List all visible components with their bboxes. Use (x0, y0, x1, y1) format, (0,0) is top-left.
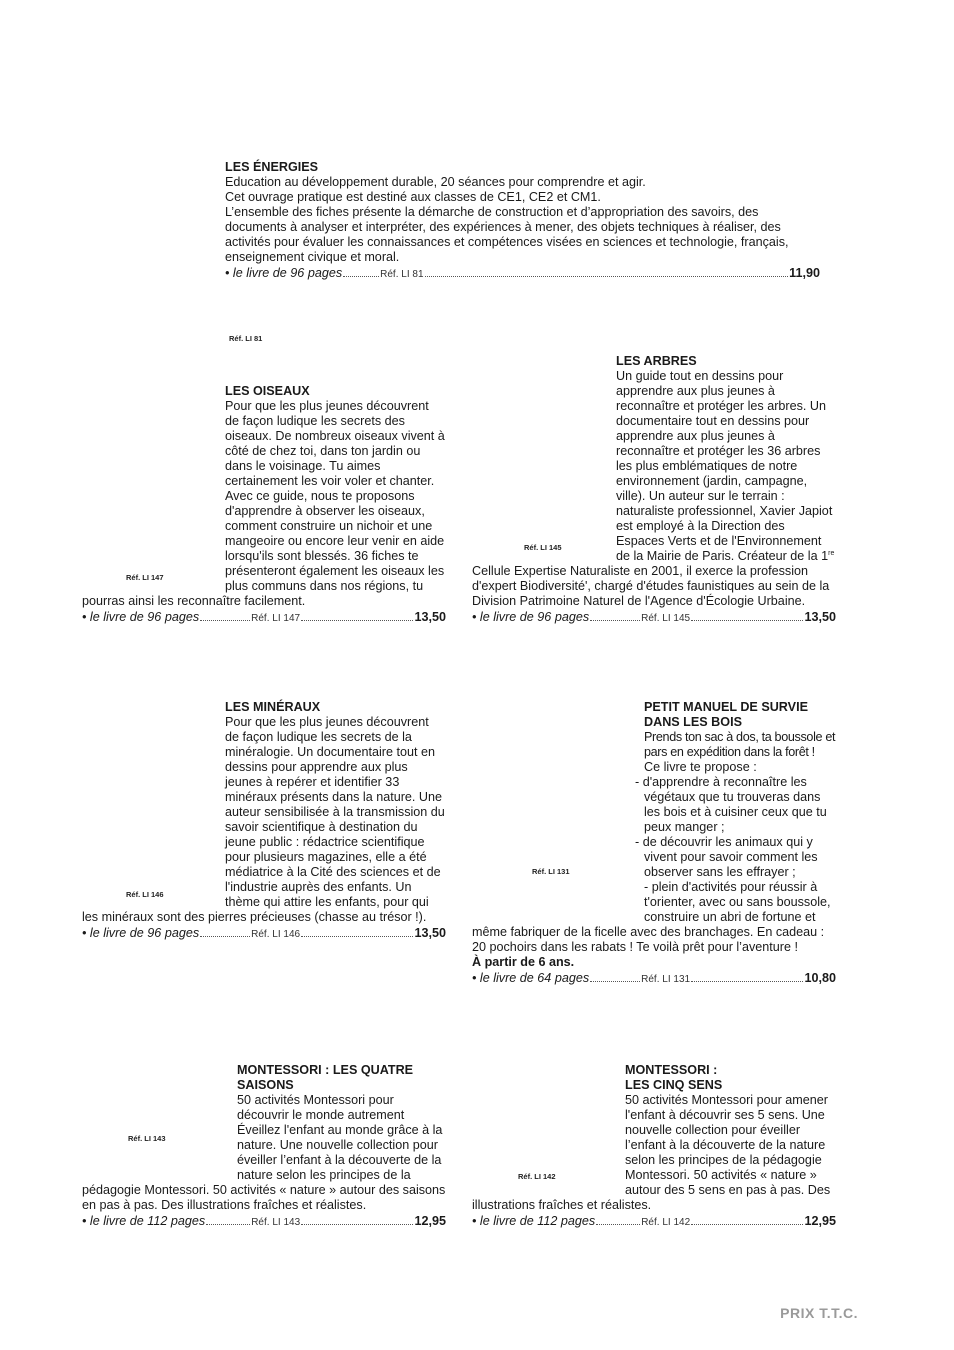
superscript: re (828, 549, 835, 557)
description-intro: Prends ton sac à dos, ta boussole et pars en expédition dans la forêt ! (644, 730, 836, 759)
description-text: 50 activités Montessori pour amener l'enfant à découvrir ses 5 sens. Une nouvelle collection pour éveiller l’enfant à la découverte de la nature selon les principes de la pédagogie Montessori. 50 activités « nature » autour des 5 sens en pas à pas. Des illustrations fraîches et réalistes. (472, 1093, 831, 1212)
feature-item: - de découvrir les animaux qui y vivent pour savoir comment les observer sans les effrayer ; (635, 835, 818, 879)
dot-leader (206, 1215, 250, 1225)
price-line (472, 609, 836, 627)
page-count: • le livre de 64 pages (472, 971, 590, 985)
description-line: L’ensemble des fiches présente la démarche de construction et d’appropriation des savoirs, des documents à analyser et interpréter, des expériences à mener, des objets techniques à réaliser, des activités pour évaluer les connaissances et compétences visées en sciences et technologie, français, enseignement civique et moral. (225, 205, 789, 264)
product-sens (472, 1063, 836, 1231)
dot-leader (200, 611, 250, 621)
description-text: Pour que les plus jeunes découvrent de façon ludique les secrets de la minéralogie. Un documentaire tout en dessins pour apprendre aux plus jeunes à repérer et identifier 33 minéraux présents dans la nature. Une auteur sensibilisée à la transmission du savoir scientifique à destination du jeune public : rédactrice scientifique pour plusieurs magazines, elle a été médiatrice à la Cité des sciences et de l'industrie auprès des enfants. Un thème qui attire les enfants, pour qui les minéraux sont des pierres précieuses (chasse au trésor !). (82, 715, 445, 924)
price: 13,50 (804, 610, 836, 624)
cover-ref-label: Réf. LI 143 (128, 1134, 166, 1143)
description-subtitle: 50 activités Montessori pour découvrir le monde autrement (237, 1093, 405, 1122)
dot-leader (691, 972, 803, 982)
price: 13,50 (414, 926, 446, 940)
cover-ref-label: Réf. LI 145 (524, 543, 562, 552)
price-line (472, 970, 836, 988)
product-survie (472, 700, 836, 988)
price-line (82, 925, 446, 943)
cover-ref-label: Réf. LI 147 (126, 573, 164, 582)
title-line: MONTESSORI : (625, 1063, 718, 1077)
reference: Réf. LI 147 (251, 613, 301, 624)
page-count: • le livre de 112 pages (472, 1214, 596, 1228)
dot-leader (590, 611, 640, 621)
price-footer: PRIX T.T.C. (780, 1305, 858, 1321)
age-range: À partir de 6 ans. (472, 955, 575, 969)
reference: Réf. LI 145 (641, 613, 691, 624)
price: 12,95 (804, 1214, 836, 1228)
cover-ref-label: Réf. LI 146 (126, 890, 164, 899)
product-saisons (82, 1063, 446, 1231)
price: 13,50 (414, 610, 446, 624)
price: 12,95 (414, 1214, 446, 1228)
reference: Réf. LI 131 (641, 974, 691, 985)
cover-ref-label: Réf. LI 142 (518, 1172, 556, 1181)
product-description (472, 1093, 836, 1213)
product-description (82, 1093, 446, 1213)
cover-ref-label: Réf. LI 131 (532, 867, 570, 876)
product-title: LES OISEAUX (225, 384, 310, 398)
description-text: Un guide tout en dessins pour apprendre aux plus jeunes à reconnaître et protéger les arbres. Un documentaire tout en dessins pour apprendre aux plus jeunes à reconnaître et protéger les 36 arbres les plus emblématiques de notre environnement (jardin, campagne, ville). Un auteur sur le terrain : naturaliste professionnel, Xavier Japiot est employé à la Direction des Espaces Verts et de l'Environnement de la Mairie de Paris. Créateur de la 1 (616, 369, 833, 563)
gift-text: 20 pochoirs dans les rabats ! Te voilà prêt pour l’aventure ! (472, 940, 798, 954)
product-energies (225, 160, 820, 283)
product-title: PETIT MANUEL DE SURVIE DANS LES BOIS (644, 700, 808, 729)
dot-leader (343, 267, 379, 277)
page-count: • le livre de 96 pages (225, 266, 343, 280)
dot-leader (590, 972, 640, 982)
description-text: 36 fiches te présenteront également les oiseaux les plus communs dans nos régions, tu pourras ainsi les reconnaître facilement. (82, 549, 445, 608)
price-line (472, 1213, 836, 1231)
description-lead: Ce livre te propose : (644, 760, 757, 774)
description-text: Éveillez l'enfant au monde grâce à la nature. Une nouvelle collection pour éveiller l’enfant à la découverte de la nature selon les principes de la pédagogie Montessori. 50 activités « nature » autour des saisons en pas à pas. Des illustrations fraîches et réalistes. (82, 1123, 446, 1212)
dot-leader (425, 267, 789, 277)
page-count: • le livre de 96 pages (82, 610, 200, 624)
title-line: LES CINQ SENS (625, 1078, 723, 1092)
dot-leader (301, 1215, 413, 1225)
price-line (225, 265, 820, 283)
feature-item: - d'apprendre à reconnaître les végétaux que tu trouveras dans les bois et à cuisiner ceux que tu peux manger ; (635, 775, 827, 834)
dot-leader (200, 927, 250, 937)
price: 10,80 (804, 971, 836, 985)
feature-item: - plein d'activités pour réussir à t'orienter, avec ou sans boussole, construire un abri de fortune et même fabriquer de la ficelle avec des branchages. En cadeau : (472, 880, 831, 939)
product-description (472, 369, 836, 609)
price-line (82, 1213, 446, 1231)
description-text: Cellule Expertise Naturaliste en 2001, il exerce la profession d'expert Biodiversité', chargé d'études faunistiques au sein de la Division Patrimoine Naturel de l'Agence d'Écologie Urbaine. (472, 564, 830, 608)
page-count: • le livre de 112 pages (82, 1214, 206, 1228)
dot-leader (301, 611, 413, 621)
product-title (472, 1063, 836, 1093)
product-title: LES ARBRES (616, 354, 697, 368)
product-description (225, 175, 820, 265)
price: 11,90 (789, 266, 820, 280)
product-mineraux (82, 700, 446, 943)
reference: Réf. LI 146 (251, 929, 301, 940)
reference: Réf. LI 142 (641, 1217, 691, 1228)
product-title: LES MINÉRAUX (225, 700, 321, 714)
page-count: • le livre de 96 pages (82, 926, 200, 940)
dot-leader (691, 1215, 803, 1225)
description-line: Education au développement durable, 20 séances pour comprendre et agir. (225, 175, 646, 189)
product-arbres (472, 354, 836, 627)
product-description (472, 730, 836, 970)
product-title: LES ÉNERGIES (225, 160, 319, 174)
description-line: Cet ouvrage pratique est destiné aux classes de CE1, CE2 et CM1. (225, 190, 601, 204)
dot-leader (691, 611, 803, 621)
page-count: • le livre de 96 pages (472, 610, 590, 624)
dot-leader (301, 927, 413, 937)
price-line (82, 609, 446, 627)
reference: Réf. LI 143 (251, 1217, 301, 1228)
description-text: Pour que les plus jeunes découvrent de façon ludique les secrets des oiseaux. De nombreux oiseaux vivent à côté de chez toi, dans ton jardin ou dans le voisinage. Tu aimes certainement les voir voler et chanter. Avec ce guide, nous te proposons d'apprendre à observer les oiseaux, comment construire un nichoir et une mangeoire ou encore leur venir en aide lorsqu'ils sont blessés. (225, 399, 445, 563)
cover-ref-label: Réf. LI 81 (229, 334, 263, 343)
product-oiseaux (82, 384, 446, 627)
reference: Réf. LI 81 (380, 269, 424, 280)
product-title: MONTESSORI : LES QUATRE SAISONS (237, 1063, 414, 1092)
dot-leader (596, 1215, 640, 1225)
